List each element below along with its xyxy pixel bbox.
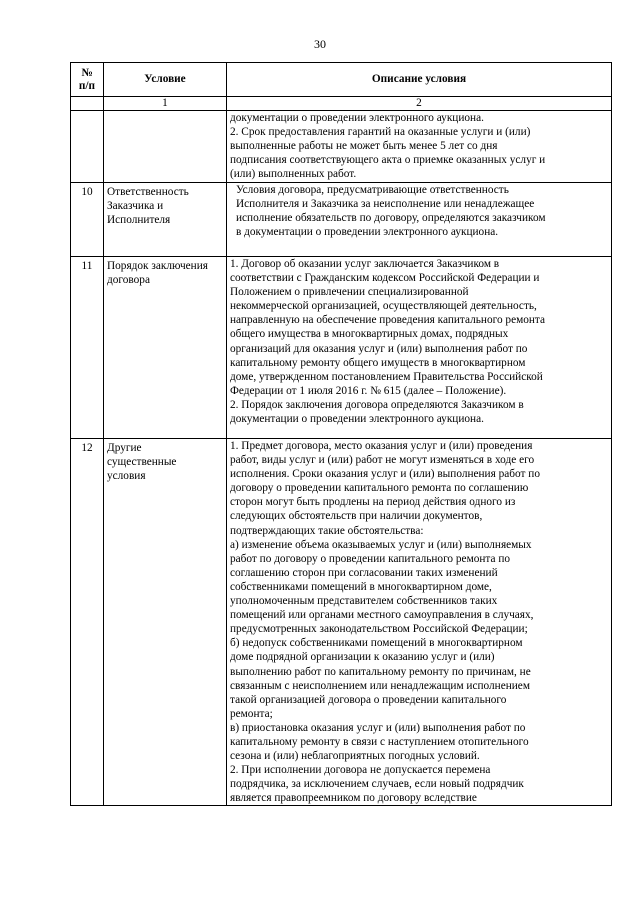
description-line: подрядчика, за исключением случаев, если новый подрядчик [230, 778, 524, 791]
header-num [71, 63, 104, 97]
description-line: 1. Договор об оказании услуг заключается Заказчиком в [230, 258, 500, 270]
row-condition [104, 111, 227, 183]
description-line: организаций для оказания услуг и (или) выполнения работ по [230, 342, 528, 355]
index-num [71, 97, 104, 111]
row-number: 12 [71, 439, 104, 806]
description-line: документации о проведении электронного аукциона. [230, 413, 484, 426]
table-header-row [71, 63, 612, 97]
row-description [227, 111, 612, 183]
table-index-row [71, 97, 612, 111]
condition-line: условия [107, 470, 146, 483]
description-line: б) недопуск собственниками помещений в многоквартирном [230, 637, 523, 650]
description-line: доме подрядной организации к оказанию услуг и (или) [230, 651, 495, 664]
description-line: общего имущества в многоквартирных домах, подрядных [230, 328, 509, 341]
description-line: ремонта; [230, 707, 273, 720]
description-line: 1. Предмет договора, место оказания услуг и (или) проведения [230, 440, 533, 452]
description-line: 2. Срок предоставления гарантий на оказанные услуги и (или) [230, 126, 531, 139]
description-line: собственниками помещений в многоквартирном доме, [230, 580, 492, 593]
condition-line: существенные [107, 456, 177, 469]
description-line: уполномоченным представителем собственников таких [230, 595, 498, 608]
description-line: предусмотренных законодательством Российской Федерации; [230, 623, 528, 636]
table-row [71, 111, 612, 183]
condition-line: Ответственность [107, 186, 189, 198]
description-line: связанным с неисполнением или ненадлежащим исполнением [230, 679, 530, 692]
description-line: сторон могут быть продлены на период действия одного из [230, 496, 516, 509]
condition-line: Исполнителя [107, 214, 171, 227]
header-condition: Условие [104, 63, 227, 97]
table-row [71, 183, 612, 257]
description-line: доме, утвержденном постановлением Правительства Российской [230, 370, 543, 383]
description-line: 2. Порядок заключения договора определяются Заказчиком в [230, 398, 524, 411]
description-line: помещений или органами местного самоуправления в случаях, [230, 609, 534, 622]
row-number: 10 [71, 183, 104, 257]
table-row [71, 257, 612, 439]
description-line: является правопреемником по договору вследствие [230, 792, 477, 805]
row-number [71, 111, 104, 183]
description-line: выполненные работы не может быть менее 5 лет со дня [230, 140, 498, 153]
description-line: направленную на обеспечение проведения капитального ремонта [230, 314, 546, 327]
description-line: Исполнителя и Заказчика за неисполнение или ненадлежащее [236, 198, 535, 211]
condition-line: Порядок заключения [107, 260, 208, 272]
table-body [71, 111, 612, 806]
description-line: исполнение обязательств по договору, определяются заказчиком [236, 212, 546, 225]
description-line: капитальному ремонту общего имуществ в многоквартирном [230, 356, 526, 369]
table-row [71, 439, 612, 806]
description-line: Федерации от 1 июля 2016 г. № 615 (далее – Положение). [230, 384, 507, 397]
index-description: 2 [227, 97, 612, 111]
row-number: 11 [71, 257, 104, 439]
description-line: соглашению сторон при согласовании таких изменений [230, 566, 498, 579]
condition-line: договора [107, 274, 150, 287]
description-line: следующих обстоятельств при наличии документов, [230, 510, 483, 523]
description-line: 2. При исполнении договора не допускается перемена [230, 764, 491, 777]
header-num-line-2: п/п [78, 79, 96, 92]
description-line: Условия договора, предусматривающие ответственность [236, 184, 509, 196]
description-line: некоммерческой организацией, осуществляющей деятельность, [230, 300, 537, 313]
header-num-line-1: № [81, 66, 93, 79]
description-line: такой организацией договора о проведении капитального [230, 693, 507, 706]
description-line: документации о проведении электронного аукциона. [230, 112, 484, 124]
conditions-table [70, 62, 612, 806]
page-number: 30 [314, 37, 326, 51]
row-condition [104, 439, 227, 806]
description-line: работ по договору о проведении капитального ремонта по [230, 552, 511, 565]
description-line: а) изменение объема оказываемых услуг и (или) выполняемых [230, 538, 532, 551]
row-description [227, 183, 612, 257]
description-line: договору о проведении капитального ремонта по соглашению [230, 482, 529, 495]
description-line: исполнения. Сроки оказания услуг и (или) выполнения работ по [230, 468, 540, 481]
condition-line: Другие [107, 442, 142, 454]
condition-line: Заказчика и [107, 200, 164, 213]
description-line: подписания соответствующего акта о приемке оказанных услуг и [230, 154, 546, 167]
description-line: выполнению работ по капитальному ремонту по причинам, не [230, 665, 531, 678]
description-line: подтверждающих такие обстоятельства: [230, 524, 424, 537]
row-description [227, 257, 612, 439]
description-line: сезона и (или) неблагоприятных погодных условий. [230, 750, 480, 763]
description-line: (или) выполненных работ. [230, 168, 357, 181]
description-line: в документации о проведении электронного аукциона. [236, 226, 499, 239]
row-description [227, 439, 612, 806]
description-line: капитальному ремонту в связи с наступлением отопительного [230, 735, 529, 748]
row-condition [104, 183, 227, 257]
index-condition: 1 [104, 97, 227, 111]
description-line: соответствии с Гражданским кодексом Российской Федерации и [230, 272, 540, 285]
row-condition [104, 257, 227, 439]
description-line: Положением о привлечении специализированной [230, 286, 469, 299]
description-line: в) приостановка оказания услуг и (или) выполнения работ по [230, 721, 526, 734]
description-line: работ, виды услуг и (или) работ не могут изменяться в ходе его [230, 454, 535, 467]
header-description: Описание условия [227, 63, 612, 97]
